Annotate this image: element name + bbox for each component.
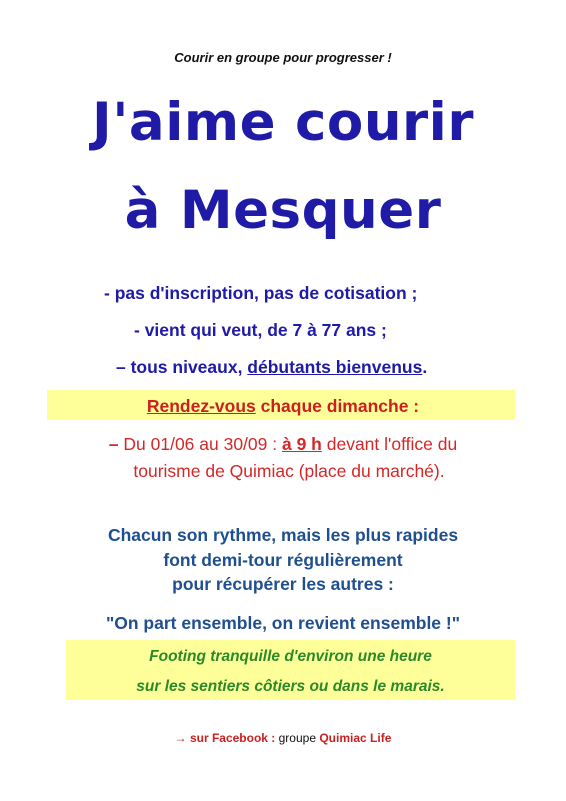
bullet-all-levels-suffix: . xyxy=(422,357,428,377)
beginners-welcome-text: débutants bienvenus xyxy=(247,357,423,377)
facebook-mid: groupe xyxy=(275,731,320,745)
rendezvous-rest: chaque dimanche : xyxy=(255,396,420,416)
schedule-place-1: devant l'office du xyxy=(321,434,458,454)
schedule-dash: – xyxy=(108,434,119,454)
bullet-no-registration: - pas d'inscription, pas de cotisation ; xyxy=(104,283,418,303)
facebook-label: → sur Facebook : xyxy=(174,731,276,745)
rendezvous-heading xyxy=(0,396,566,417)
schedule-dates: Du 01/06 au 30/09 : xyxy=(118,434,282,454)
schedule-line-2: tourisme de Quimiac (place du marché). xyxy=(133,461,445,481)
rendezvous-label: Rendez-vous xyxy=(146,396,256,416)
motto-quote: "On part ensemble, on revient ensemble !" xyxy=(105,613,461,633)
bullet-open-to-all: - vient qui veut, de 7 à 77 ans ; xyxy=(134,320,387,340)
rythme-line-3: pour récupérer les autres : xyxy=(172,574,394,594)
schedule-time: à 9 h xyxy=(281,434,322,454)
tagline: Courir en groupe pour progresser ! xyxy=(174,50,392,65)
facebook-group-link[interactable]: Quimiac Life xyxy=(319,731,392,745)
rythme-line-1: Chacun son rythme, mais les plus rapides xyxy=(107,525,459,545)
bullet-all-levels-prefix: – tous niveaux, xyxy=(116,357,248,377)
title-line-1: J'aime courir xyxy=(91,92,474,153)
bullet-all-levels xyxy=(116,357,427,378)
facebook-line xyxy=(0,731,566,745)
footing-line-1: Footing tranquille d'environ une heure xyxy=(149,648,432,665)
footing-line-2: sur les sentiers côtiers ou dans le marais. xyxy=(136,678,445,695)
schedule-line-1 xyxy=(0,434,566,455)
title-line-2: à Mesquer xyxy=(124,180,442,241)
rythme-line-2: font demi-tour régulièrement xyxy=(163,550,403,570)
